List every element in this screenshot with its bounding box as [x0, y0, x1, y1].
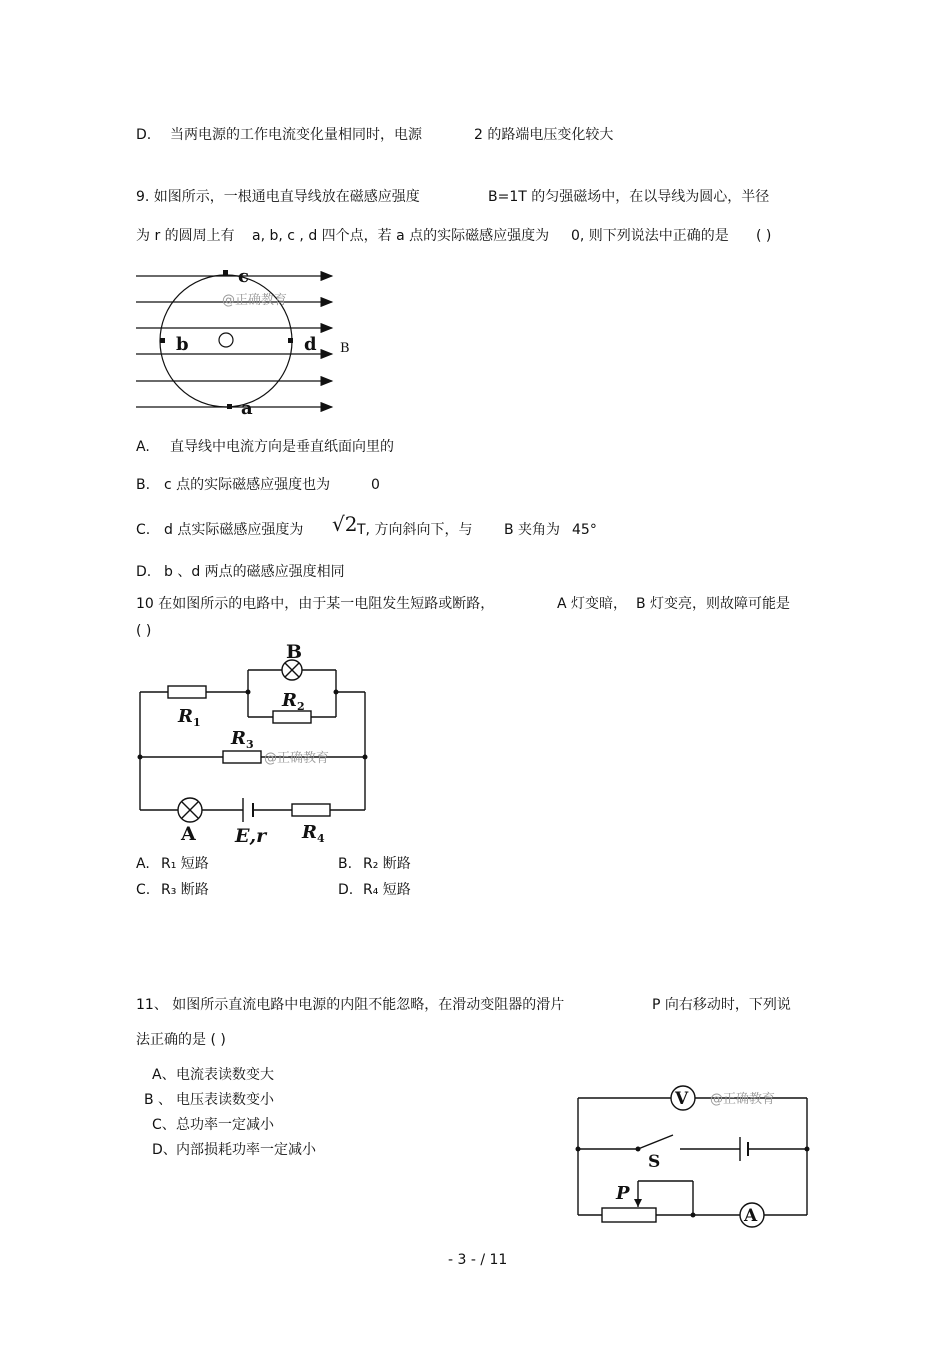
q10-stem-line1a: 10 在如图所示的电路中，由于某一电阻发生短路或断路，	[136, 596, 495, 612]
q10-option-b-letter: B.	[338, 856, 353, 872]
watermark: @正确教育	[222, 293, 288, 308]
label-r2: $R_2$	[282, 690, 305, 713]
q11-option-b-text: 电压表读数变小	[176, 1092, 274, 1108]
q10-circuit-figure	[130, 640, 380, 855]
q11-option-a-text: 电流表读数变大	[176, 1067, 274, 1083]
label-er: E,r	[235, 825, 267, 847]
point-b-marker	[160, 338, 165, 343]
q10-answer-paren: ( )	[136, 623, 152, 639]
label-B: B	[340, 341, 350, 356]
q9-stem-line1a: 9. 如图所示，一根通电直导线放在磁感应强度	[136, 189, 420, 205]
q11-option-c-letter: C、	[152, 1117, 176, 1133]
q10-option-d-letter: D.	[338, 882, 354, 898]
q9-option-c-angle: 45°	[572, 522, 597, 538]
q9-field-figure	[130, 262, 370, 422]
label-lamp-b: B	[286, 641, 303, 663]
q10-option-c-letter: C.	[136, 882, 151, 898]
q9-option-b-letter: B.	[136, 477, 151, 493]
q10-option-c-text: R₃ 断路	[161, 882, 209, 898]
q9-stem-line2a: 为 r 的圆周上有	[136, 228, 235, 244]
label-r4: $R_4$	[302, 822, 325, 845]
q9-option-a-letter: A.	[136, 439, 150, 455]
q9-option-c-unit: T, 方向斜向下，与	[357, 522, 473, 538]
q10-option-d-text: R₄ 短路	[363, 882, 411, 898]
q11-option-a-letter: A、	[152, 1067, 176, 1083]
label-lamp-a: A	[181, 823, 196, 845]
q10-stem-line1c: B 灯变亮，则故障可能是	[636, 596, 791, 612]
q11-circuit-figure	[570, 1085, 810, 1245]
label-a: A	[744, 1206, 758, 1226]
label-a: a	[241, 398, 253, 419]
q11-option-b-letter: B 、	[144, 1092, 173, 1108]
q9-option-c-b: B 夹角为	[504, 522, 561, 538]
switch-s-icon	[638, 1135, 673, 1149]
q11-stem-line1b: P 向右移动时，下列说	[652, 997, 791, 1013]
label-b: b	[176, 334, 189, 355]
q9-option-c-letter: C.	[136, 522, 151, 538]
label-r1: $R_1$	[178, 706, 201, 729]
label-s: S	[648, 1152, 661, 1172]
q11-stem-line2: 法正确的是 ( )	[136, 1032, 226, 1048]
resistor-r4	[292, 804, 330, 816]
q10-option-a-letter: A.	[136, 856, 150, 872]
q9-stem-line2b: a, b, c , d 四个点，若 a 点的实际磁感应强度为	[252, 228, 550, 244]
q8-option-d-text: 当两电源的工作电流变化量相同时，电源	[170, 127, 422, 143]
q8-option-d-text-2: 2 的路端电压变化较大	[474, 127, 614, 143]
q9-option-a-text: 直导线中电流方向是垂直纸面向里的	[170, 439, 394, 455]
q9-option-c-sqrt: √2	[332, 512, 358, 536]
q11-option-c-text: 总功率一定减小	[176, 1117, 274, 1133]
q10-option-b-text: R₂ 断路	[363, 856, 411, 872]
q9-option-b-text: c 点的实际磁感应强度也为	[164, 477, 331, 493]
rheostat-icon	[602, 1208, 656, 1222]
q9-option-c-text: d 点实际磁感应强度为	[164, 522, 304, 538]
label-v: V	[675, 1089, 689, 1109]
q9-stem-line2c: 0, 则下列说法中正确的是	[571, 228, 729, 244]
watermark: @正确教育	[710, 1092, 776, 1107]
page-number: - 3 - / 11	[448, 1252, 508, 1268]
q11-option-d-text: 内部损耗功率一定减小	[176, 1142, 316, 1158]
q10-option-a-text: R₁ 短路	[161, 856, 209, 872]
resistor-r3	[223, 751, 261, 763]
point-a-marker	[227, 404, 232, 409]
q11-option-d-letter: D、	[152, 1142, 177, 1158]
wire-center-icon	[219, 333, 233, 347]
watermark: @正确教育	[264, 751, 330, 766]
q8-option-d-letter: D.	[136, 127, 152, 143]
q9-stem-line1b: B=1T 的匀强磁场中，在以导线为圆心，半径	[488, 189, 770, 205]
q9-option-b-value: 0	[371, 477, 380, 493]
q11-stem-line1a: 11、 如图所示直流电路中电源的内阻不能忽略，在滑动变阻器的滑片	[136, 997, 565, 1013]
label-p: P	[616, 1183, 630, 1204]
q9-answer-paren: ( )	[756, 228, 772, 244]
resistor-r1	[168, 686, 206, 698]
point-c-marker	[223, 270, 228, 275]
label-c: c	[238, 266, 249, 287]
point-d-marker	[288, 338, 293, 343]
resistor-r2	[273, 711, 311, 723]
q10-stem-line1b: A 灯变暗，	[557, 596, 628, 612]
label-d: d	[304, 334, 317, 355]
q9-option-d-text: b 、d 两点的磁感应强度相同	[164, 564, 345, 580]
label-r3: $R_3$	[231, 728, 254, 751]
q9-option-d-letter: D.	[136, 564, 152, 580]
